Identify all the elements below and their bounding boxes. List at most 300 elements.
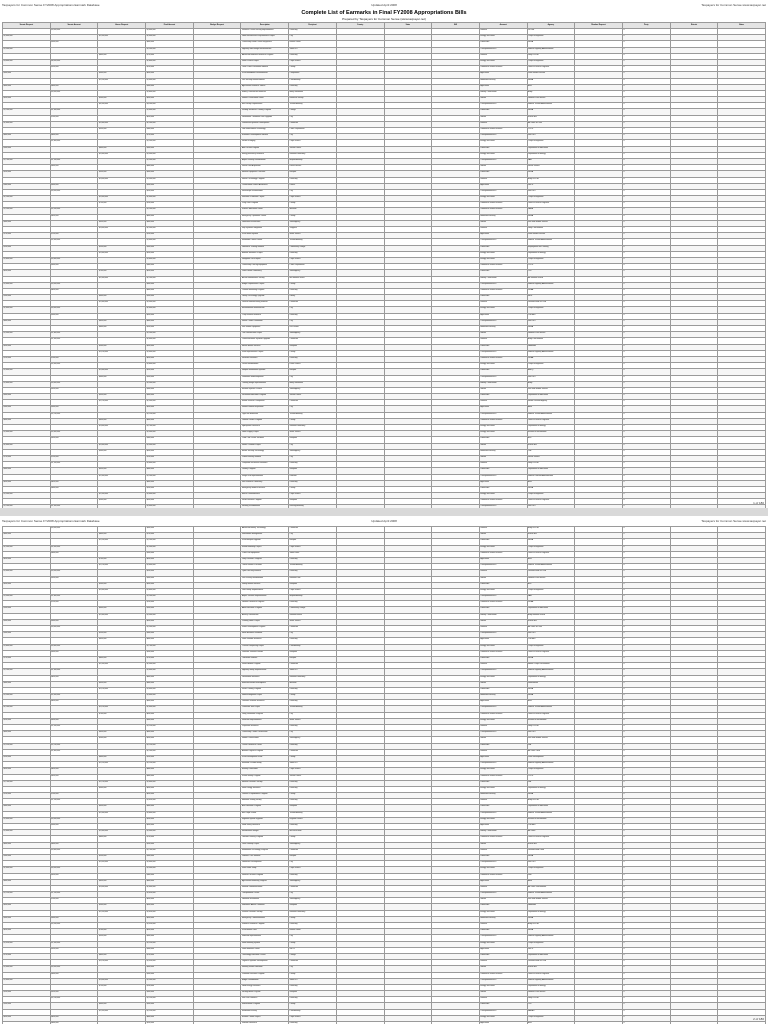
table-cell: AMS: [527, 879, 575, 885]
table-cell: D: [622, 978, 670, 984]
table-cell: Transportation-HUD: [479, 731, 527, 737]
table-cell: Energy and Water: [479, 910, 527, 916]
table-cell: $750,000: [50, 455, 98, 461]
table-cell: $900,000: [50, 916, 98, 922]
table-cell: County: [289, 202, 337, 208]
table-cell: $1,600,000: [3, 381, 51, 387]
table-cell: Energy and Water: [479, 588, 527, 594]
table-cell: Interior: [479, 220, 527, 226]
table-cell: Labor-HHS: [479, 41, 527, 47]
table-cell: $400,000: [3, 681, 51, 687]
table-cell: Forest Service: [527, 165, 575, 171]
document-page-2: [0, 516, 768, 1024]
table-cell: $400,000: [146, 41, 194, 47]
table-cell: $900,000: [3, 619, 51, 625]
table-cell: $1,800,000: [3, 257, 51, 263]
table-cell: D: [622, 681, 670, 687]
table-cell: Department of Education: [527, 953, 575, 959]
table-cell: Waterfront Development: [241, 861, 289, 867]
table-cell: Health Center: [289, 41, 337, 47]
table-cell: County: [289, 350, 337, 356]
table-cell: Light Rail Extension: [241, 412, 289, 418]
table-cell: $1,500,000: [146, 626, 194, 632]
table-cell: R: [622, 288, 670, 294]
table-cell: University: [289, 786, 337, 792]
table-cell: HRSA: [527, 109, 575, 115]
table-cell: Weather Research Program: [241, 601, 289, 607]
table-cell: University: [289, 288, 337, 294]
table-cell: Historic Preservation Grant: [241, 97, 289, 103]
table-cell: Museum: [289, 681, 337, 687]
table-cell: $500,000: [146, 245, 194, 251]
table-cell: $1,150,000: [50, 799, 98, 805]
table-cell: $350,000: [3, 295, 51, 301]
table-cell: Department of Energy: [527, 152, 575, 158]
table-cell: $600,000: [98, 146, 146, 152]
table-cell: $1,550,000: [98, 910, 146, 916]
table-cell: $850,000: [3, 1015, 51, 1021]
table-cell: Propulsion Research: [241, 725, 289, 731]
table-cell: Transportation-HUD: [479, 158, 527, 164]
table-cell: State Agency: [289, 220, 337, 226]
table-body: [3, 527, 766, 1024]
table-cell: $1,800,000: [3, 644, 51, 650]
table-cell: $500,000: [146, 387, 194, 393]
table-cell: HRSA: [527, 41, 575, 47]
table-cell: Transportation-HUD: [479, 762, 527, 768]
table-cell: $1,700,000: [146, 425, 194, 431]
table-cell: Child Care Center Facilities: [241, 437, 289, 443]
table-cell: $1,100,000: [50, 109, 98, 115]
table-cell: NRCS: [527, 183, 575, 189]
table-cell: $1,300,000: [3, 595, 51, 601]
table-cell: $1,000,000: [50, 189, 98, 195]
table-cell: Commerce-Justice-Science: [479, 712, 527, 718]
table-cell: Nutrition Research: [241, 1022, 289, 1024]
table-cell: Army: [527, 381, 575, 387]
table-cell: $1,600,000: [146, 257, 194, 263]
table-cell: Corps of Engineers: [527, 545, 575, 551]
table-cell: $550,000: [50, 576, 98, 582]
table-cell: $950,000: [98, 394, 146, 400]
table-cell: $1,150,000: [146, 412, 194, 418]
table-cell: Interior: [479, 842, 527, 848]
table-cell: D: [622, 1015, 670, 1021]
table-cell: Agricultural Research Station: [241, 84, 289, 90]
table-cell: D: [622, 904, 670, 910]
table-cell: $400,000: [50, 165, 98, 171]
table-cell: Labor-HHS: [479, 437, 527, 443]
table-cell: CDC: [527, 1003, 575, 1009]
table-cell: Interior: [479, 898, 527, 904]
table-cell: $450,000: [146, 737, 194, 743]
table-cell: $800,000: [146, 879, 194, 885]
table-cell: R: [622, 910, 670, 916]
table-cell: Energy and Water: [479, 941, 527, 947]
table-cell: Airport Runway Rehabilitation: [241, 158, 289, 164]
table-cell: $2,300,000: [50, 749, 98, 755]
table-cell: $3,000,000: [50, 59, 98, 65]
table-cell: $700,000: [98, 557, 146, 563]
table-cell: Drug Court Program: [241, 202, 289, 208]
table-cell: Hospital: [289, 539, 337, 545]
table-cell: R: [622, 276, 670, 282]
table-cell: $450,000: [146, 313, 194, 319]
table-cell: Flood Warning System: [241, 941, 289, 947]
table-cell: Hospital Information Systems: [241, 369, 289, 375]
table-cell: R: [622, 687, 670, 693]
table-cell: Community College: [289, 607, 337, 613]
table-cell: Emergency Medical Services: [241, 486, 289, 492]
table-cell: Homeland Security: [479, 793, 527, 799]
table-cell: R: [622, 214, 670, 220]
table-cell: Police Department: [289, 128, 337, 134]
table-cell: HRSA: [527, 656, 575, 662]
table-cell: NIH: [527, 743, 575, 749]
table-cell: Corps of Engineers: [527, 588, 575, 594]
table-cell: Medical Equipment Purchase: [241, 171, 289, 177]
table-cell: National Park Service: [527, 332, 575, 338]
table-cell: Labor-HHS: [479, 743, 527, 749]
table-cell: D: [622, 171, 670, 177]
table-cell: $1,100,000: [146, 539, 194, 545]
table-cell: Energy and Water: [479, 493, 527, 499]
table-cell: Corps District: [289, 867, 337, 873]
table-cell: Nonprofit: [289, 499, 337, 505]
table-cell: University: [289, 873, 337, 879]
table-cell: $1,100,000: [3, 109, 51, 115]
document-title: Complete List of Earmarks in Final FY2008 Appropriations Bills: [301, 10, 467, 16]
table-cell: $450,000: [146, 582, 194, 588]
table-cell: RDT&E: [527, 29, 575, 35]
table-cell: D: [622, 991, 670, 997]
table-cell: Nuclear Research Facility: [241, 910, 289, 916]
table-cell: D: [622, 97, 670, 103]
table-cell: Aircraft Maintenance Facility: [241, 276, 289, 282]
table-cell: ACF: [527, 582, 575, 588]
table-cell: ARS: [527, 1022, 575, 1024]
table-cell: Geothermal Research: [241, 675, 289, 681]
table-cell: $2,000,000: [98, 196, 146, 202]
table-cell: $800,000: [3, 533, 51, 539]
table-cell: Federal Highway Administration: [527, 762, 575, 768]
table-cell: D: [622, 582, 670, 588]
table-cell: [432, 505, 480, 508]
table-cell: $600,000: [98, 755, 146, 761]
table-cell: $600,000: [50, 1022, 98, 1024]
table-cell: Missile Defense Agency: [527, 400, 575, 406]
table-cell: Police Department: [289, 264, 337, 270]
table-cell: R: [622, 799, 670, 805]
table-cell: Interior: [479, 387, 527, 393]
table-cell: $400,000: [3, 805, 51, 811]
table-cell: Interior: [479, 97, 527, 103]
table-cell: School District: [289, 774, 337, 780]
table-cell: $500,000: [3, 146, 51, 152]
table-cell: $1,250,000: [50, 412, 98, 418]
table-cell: R: [622, 737, 670, 743]
table-cell: $800,000: [98, 533, 146, 539]
column-header: Final Amount: [146, 23, 194, 29]
table-cell: $1,200,000: [146, 140, 194, 146]
table-cell: R: [622, 663, 670, 669]
table-cell: $2,100,000: [98, 706, 146, 712]
table-cell: Corps of Engineers: [527, 363, 575, 369]
table-cell: Transportation-HUD: [479, 474, 527, 480]
table-cell: D: [622, 233, 670, 239]
table-cell: $1,600,000: [146, 564, 194, 570]
table-cell: Transportation-HUD: [479, 595, 527, 601]
table-cell: Nurse Training Program: [241, 687, 289, 693]
table-cell: Disaster Preparedness Program: [241, 793, 289, 799]
table-cell: College: [289, 953, 337, 959]
table-cell: Department of Energy: [527, 786, 575, 792]
table-cell: $550,000: [146, 755, 194, 761]
table-cell: Agriculture: [479, 313, 527, 319]
table-cell: Interior: [479, 455, 527, 461]
table-cell: NOAA: [527, 356, 575, 362]
table-cell: District: [289, 183, 337, 189]
table-cell: $850,000: [146, 619, 194, 625]
table-cell: D: [622, 953, 670, 959]
table-cell: $2,000,000: [50, 867, 98, 873]
table-cell: University: [289, 84, 337, 90]
table-cell: Transportation-HUD: [479, 189, 527, 195]
table-cell: FAA: [527, 158, 575, 164]
table-cell: $700,000: [146, 984, 194, 990]
table-cell: Literacy Program: [241, 468, 289, 474]
table-cell: R: [622, 638, 670, 644]
table-cell: $400,000: [146, 681, 194, 687]
table-cell: University: [289, 799, 337, 805]
table-cell: Water District: [289, 619, 337, 625]
table-cell: Water Infrastructure Improvement Project: [241, 35, 289, 41]
table-cell: Department of Energy: [527, 251, 575, 257]
table-cell: Energy and Water: [479, 545, 527, 551]
table-cell: $1,500,000: [146, 381, 194, 387]
table-cell: R: [622, 128, 670, 134]
table-cell: $800,000: [146, 319, 194, 325]
table-cell: $2,000,000: [98, 152, 146, 158]
table-cell: $700,000: [98, 929, 146, 935]
table-cell: Food Safety Research: [241, 824, 289, 830]
table-cell: Crop Disease Research: [241, 313, 289, 319]
table-cell: $800,000: [146, 768, 194, 774]
table-cell: County: [289, 66, 337, 72]
table-cell: D: [622, 257, 670, 263]
table-cell: Agriculture: [479, 183, 527, 189]
table-cell: $900,000: [146, 935, 194, 941]
table-cell: Energy and Water: [479, 425, 527, 431]
table-cell: [575, 505, 623, 508]
table-cell: County: [289, 941, 337, 947]
page-header-left: Taxpayers for Common Sense FY2008 Appropriations Earmark Database: [2, 3, 100, 7]
table-cell: $850,000: [50, 675, 98, 681]
table-cell: $1,000,000: [146, 109, 194, 115]
table-cell: Labor-HHS: [479, 953, 527, 959]
table-cell: $2,000,000: [146, 196, 194, 202]
table-cell: Department of Education: [527, 394, 575, 400]
table-cell: Trail Construction Project: [241, 332, 289, 338]
table-cell: $1,300,000: [146, 301, 194, 307]
table-cell: $250,000: [50, 66, 98, 72]
table-cell: $1,400,000: [146, 694, 194, 700]
table-cell: College: [289, 109, 337, 115]
table-cell: $750,000: [50, 601, 98, 607]
table-cell: D: [622, 146, 670, 152]
table-cell: R: [622, 725, 670, 731]
table-cell: R: [622, 811, 670, 817]
table-cell: $550,000: [98, 632, 146, 638]
table-cell: Labor-HHS: [479, 854, 527, 860]
table-cell: University: [289, 984, 337, 990]
table-cell: $550,000: [146, 1022, 194, 1024]
table-cell: Federal Railroad Administration: [527, 474, 575, 480]
table-cell: $750,000: [3, 953, 51, 959]
table-cell: Information Technology Program: [241, 848, 289, 854]
table-cell: $750,000: [98, 202, 146, 208]
table-cell: R: [622, 412, 670, 418]
table-cell: $1,600,000: [98, 177, 146, 183]
table-cell: $1,900,000: [50, 363, 98, 369]
table-cell: $400,000: [3, 220, 51, 226]
table-cell: Interior: [479, 115, 527, 121]
table-cell: Dam Safety Improvements: [241, 588, 289, 594]
table-cell: $400,000: [98, 295, 146, 301]
table-cell: Biofuels Research Project: [241, 251, 289, 257]
table-cell: Lake Cleanup Project: [241, 842, 289, 848]
table-cell: Nonprofit: [289, 582, 337, 588]
table-cell: NIH: [527, 780, 575, 786]
table-cell: County: [289, 793, 337, 799]
table-cell: $750,000: [3, 656, 51, 662]
table-cell: $450,000: [50, 774, 98, 780]
table-cell: Corps of Engineers: [527, 768, 575, 774]
table-cell: Labor-HHS: [479, 270, 527, 276]
table-cell: Corps District: [289, 1015, 337, 1021]
table-cell: D: [622, 830, 670, 836]
table-cell: $700,000: [98, 712, 146, 718]
table-cell: Army: [527, 90, 575, 96]
table-cell: $1,600,000: [146, 780, 194, 786]
table-cell: Contractor: [289, 749, 337, 755]
table-cell: $2,300,000: [146, 663, 194, 669]
table-cell: Contractor: [289, 301, 337, 307]
table-cell: $1,000,000: [146, 350, 194, 356]
table-cell: $1,150,000: [146, 762, 194, 768]
table-cell: R: [622, 947, 670, 953]
table-cell: ACF: [527, 437, 575, 443]
table-cell: R: [622, 762, 670, 768]
table-cell: State Agency: [289, 737, 337, 743]
table-cell: Sewer Overflow Project: [241, 443, 289, 449]
table-cell: $750,000: [146, 53, 194, 59]
table-cell: D: [622, 282, 670, 288]
table-cell: ARS: [527, 84, 575, 90]
table-cell: Rural Water System: [241, 233, 289, 239]
table-cell: $1,300,000: [146, 431, 194, 437]
table-cell: $400,000: [146, 774, 194, 780]
table-cell: $600,000: [146, 214, 194, 220]
table-cell: Defense Manufacturing Initiative: [241, 301, 289, 307]
table-cell: Commerce-Justice-Science: [479, 202, 527, 208]
table-cell: $550,000: [50, 991, 98, 997]
page-header-middle: Updated April 2008: [371, 519, 397, 523]
table-cell: Homeland Security: [479, 916, 527, 922]
table-cell: R: [622, 103, 670, 109]
table-cell: Labor-HHS: [479, 656, 527, 662]
table-cell: [718, 505, 766, 508]
table-cell: Museum Exhibit Development: [241, 681, 289, 687]
table-cell: $1,700,000: [98, 780, 146, 786]
table-cell: $950,000: [146, 251, 194, 257]
table-cell: Emergency Communications: [241, 916, 289, 922]
table-cell: City: [289, 966, 337, 972]
table-cell: Agriculture: [479, 84, 527, 90]
table-cell: $1,000,000: [146, 669, 194, 675]
table-cell: R: [622, 66, 670, 72]
table-cell: $2,400,000: [98, 121, 146, 127]
table-cell: ARS: [527, 700, 575, 706]
table-cell: R: [622, 350, 670, 356]
table-cell: $1,200,000: [98, 539, 146, 545]
table-cell: Energy and Water: [479, 196, 527, 202]
table-cell: D: [622, 480, 670, 486]
table-cell: Navy RDT&E: [527, 462, 575, 468]
table-cell: NOAA: [527, 288, 575, 294]
table-cell: R: [622, 527, 670, 533]
table-cell: Juvenile Justice Program: [241, 418, 289, 424]
table-cell: $450,000: [146, 344, 194, 350]
table-cell: Irrigation System Upgrade: [241, 817, 289, 823]
table-cell: D: [622, 47, 670, 53]
table-cell: Agriculture: [479, 824, 527, 830]
table-cell: Research Center Facility Improvements: [241, 29, 289, 35]
table-cell: Cancer Research Center: [241, 743, 289, 749]
table-cell: Domestic Violence Shelter: [241, 650, 289, 656]
table-cell: $300,000: [3, 183, 51, 189]
table-cell: Historical Society: [289, 97, 337, 103]
table-cell: D: [622, 595, 670, 601]
table-cell: Commerce-Justice-Science: [479, 650, 527, 656]
table-cell: $450,000: [146, 904, 194, 910]
table-cell: D: [622, 431, 670, 437]
table-cell: R: [622, 551, 670, 557]
table-cell: $1,700,000: [50, 158, 98, 164]
table-cell: R: [622, 873, 670, 879]
table-cell: Road Improvement Project: [241, 350, 289, 356]
table-cell: $400,000: [50, 972, 98, 978]
table-cell: Defense: [479, 338, 527, 344]
table-cell: Agriculture: [479, 947, 527, 953]
table-cell: R: [622, 53, 670, 59]
table-cell: Energy and Water: [479, 644, 527, 650]
table-cell: Missile Defense Component: [241, 400, 289, 406]
table-cell: MARAD: [527, 1009, 575, 1015]
table-cell: R: [622, 923, 670, 929]
table-cell: Composite Structures Research: [241, 462, 289, 468]
table-cell: Hospital: [289, 656, 337, 662]
table-cell: Corps District: [289, 140, 337, 146]
table-cell: D: [622, 694, 670, 700]
table-cell: University: [289, 638, 337, 644]
column-header: Senate Amount: [50, 23, 98, 29]
table-cell: $550,000: [50, 947, 98, 953]
table-cell: Materials Testing Facility: [241, 799, 289, 805]
table-cell: Corps of Engineers: [527, 941, 575, 947]
table-cell: $350,000: [146, 607, 194, 613]
table-cell: $600,000: [3, 84, 51, 90]
